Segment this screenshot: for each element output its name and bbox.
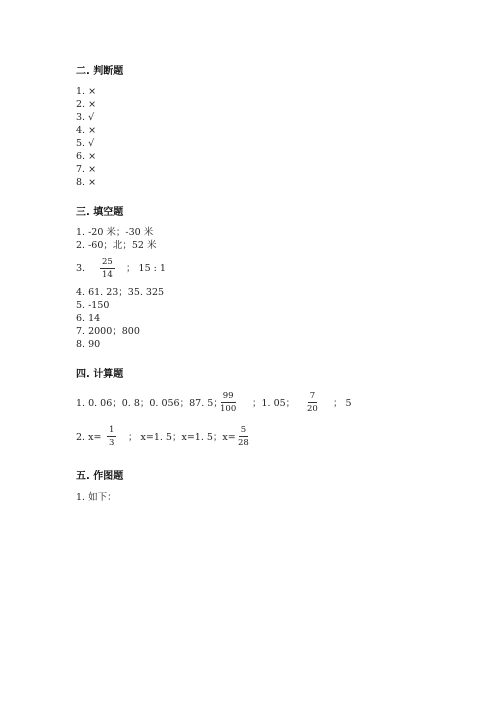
fraction-numerator: 1	[109, 425, 115, 435]
calc-item-1-fraction-1	[218, 391, 238, 414]
judge-item-8: 8. ×	[76, 177, 97, 188]
draw-item-1: 1. 如下：	[76, 492, 117, 503]
fill-item-8: 8. 90	[76, 339, 101, 350]
calc-item-2-fraction-1	[107, 425, 116, 448]
judge-item-7: 7. ×	[76, 164, 97, 175]
section-title-draw: 五. 作图题	[76, 471, 124, 482]
judge-item-4: 4. ×	[76, 125, 97, 136]
fill-item-7: 7. 2000；800	[76, 326, 140, 337]
calc-item-2-start: 2. x=	[76, 432, 102, 443]
calc-item-1-middle: ；1. 05；	[252, 398, 296, 409]
calc-item-1-fraction-2	[305, 391, 320, 414]
judge-item-1: 1. ×	[76, 86, 97, 97]
fill-item-3-rest: ； 15 : 1	[126, 263, 166, 274]
fraction-numerator: 7	[309, 391, 316, 401]
fraction-numerator: 25	[102, 257, 113, 267]
fraction-denominator: 3	[109, 438, 115, 448]
fill-item-4: 4. 61. 23；35. 325	[76, 287, 165, 298]
fill-item-5: 5. -150	[76, 300, 110, 311]
judge-item-6: 6. ×	[76, 151, 97, 162]
section-title-judge: 二. 判断题	[76, 66, 124, 77]
calc-item-1-end: ； 5	[333, 398, 352, 409]
section-title-calc: 四. 计算题	[76, 369, 124, 380]
calc-item-2-middle: ； x=1. 5；x=1. 5；x=	[128, 432, 236, 443]
judge-item-2: 2. ×	[76, 99, 97, 110]
fill-item-1: 1. -20 米；-30 米	[76, 227, 154, 238]
fraction-numerator: 99	[222, 391, 234, 401]
fill-item-3-number: 3.	[76, 263, 86, 274]
fraction-denominator: 14	[102, 270, 113, 280]
fraction-denominator: 20	[307, 404, 318, 414]
judge-item-3: 3. √	[76, 112, 95, 123]
fraction-denominator: 28	[238, 438, 249, 448]
fill-item-2: 2. -60；北；52 米	[76, 240, 157, 251]
fill-item-6: 6. 14	[76, 313, 101, 324]
fraction-numerator: 5	[240, 425, 247, 435]
fraction-denominator: 100	[220, 404, 237, 414]
calc-item-2-fraction-2	[236, 425, 251, 448]
section-title-fill: 三. 填空题	[76, 207, 124, 218]
fill-item-3-fraction	[100, 257, 115, 280]
judge-item-5: 5. √	[76, 138, 95, 149]
calc-item-1-start: 1. 0. 06；0. 8；0. 056；87. 5；	[76, 398, 223, 409]
